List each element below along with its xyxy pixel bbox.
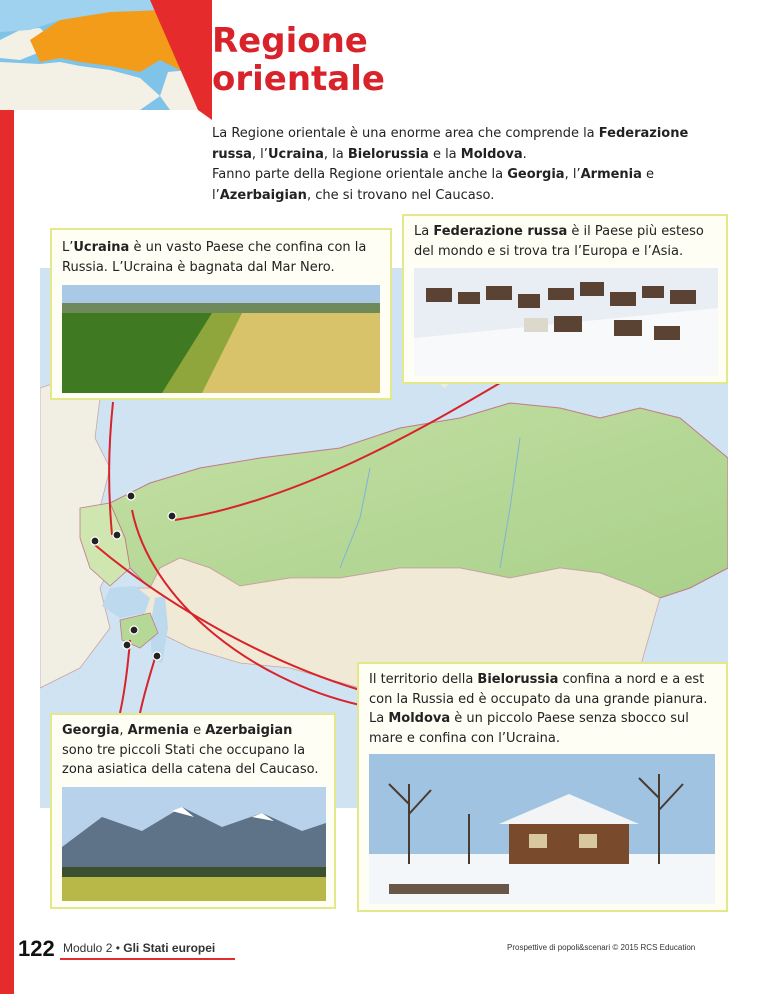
arrow-azerbaijan xyxy=(140,658,155,713)
photo-wheat-field xyxy=(62,285,380,393)
caption-box-ucraina xyxy=(50,228,392,400)
capital-dot xyxy=(153,652,161,660)
capital-dot xyxy=(130,626,138,634)
caption-box-caucaso xyxy=(50,713,336,909)
copyright: Prospettive di popoli&scenari © 2015 RCS Education xyxy=(507,943,696,952)
arrow-moldova xyxy=(95,545,360,690)
page-number: 122 xyxy=(18,936,55,961)
photo-caucasus-mountains xyxy=(62,787,326,901)
caption-russia-text: La Federazione russa è il Paese più esteso del mondo e si trova tra l’Europa e l’Asia. xyxy=(414,224,704,259)
title-line-1: Regione xyxy=(212,21,368,61)
caption-caucaso-text: Georgia, Armenia e Azerbaigian sono tre piccoli Stati che occupano la zona asiatica della catena del Caucaso. xyxy=(62,723,319,777)
arrow-ukraine xyxy=(109,402,113,535)
intro-term: Federazione russa xyxy=(212,126,689,162)
intro-term: Georgia xyxy=(507,167,565,182)
intro-term: Armenia xyxy=(580,167,642,182)
module-label: Modulo 2 • Gli Stati europei xyxy=(63,941,216,955)
capital-dot xyxy=(127,492,135,500)
intro-term: Bielorussia xyxy=(347,146,429,162)
capital-dot xyxy=(168,512,176,520)
arrow-russia xyxy=(175,383,500,520)
caption-box-russia xyxy=(402,214,728,384)
capital-dot xyxy=(123,641,131,649)
footer-divider xyxy=(60,958,235,960)
arrow-belarus xyxy=(132,510,360,705)
title-line-2: orientale xyxy=(212,59,385,99)
capital-dot xyxy=(91,537,99,545)
caption-ucraina-text: L’Ucraina è un vasto Paese che confina con la Russia. L’Ucraina è bagnata dal Mar Nero. xyxy=(62,240,367,275)
intro-paragraph: La Regione orientale è una enorme area che comprende la Federazione russa, l’Ucraina, la Bielorussia e la Moldova. Fanno parte della Regione orientale anche la Georgia, l’Armenia e l’Azerbaigian, che si trovano nel Caucaso. xyxy=(212,126,689,203)
module-title: Gli Stati europei xyxy=(123,941,216,955)
caption-box-bielorussia xyxy=(357,662,728,912)
capital-dot xyxy=(113,531,121,539)
intro-term: Azerbaigian xyxy=(219,187,307,203)
intro-term: Moldova xyxy=(460,146,523,162)
arrow-georgia xyxy=(120,640,130,713)
intro-term: Ucraina xyxy=(267,146,324,162)
photo-snowy-cottage xyxy=(369,754,715,904)
photo-reindeer-herd xyxy=(414,268,718,376)
caption-bielorussia-text: Il territorio della Bielorussia confina a nord e a est con la Russia ed è occupato da una grande pianura. La Moldova è un piccolo Paese senza sbocco sul mare e confina con l’Ucraina. xyxy=(369,672,708,746)
